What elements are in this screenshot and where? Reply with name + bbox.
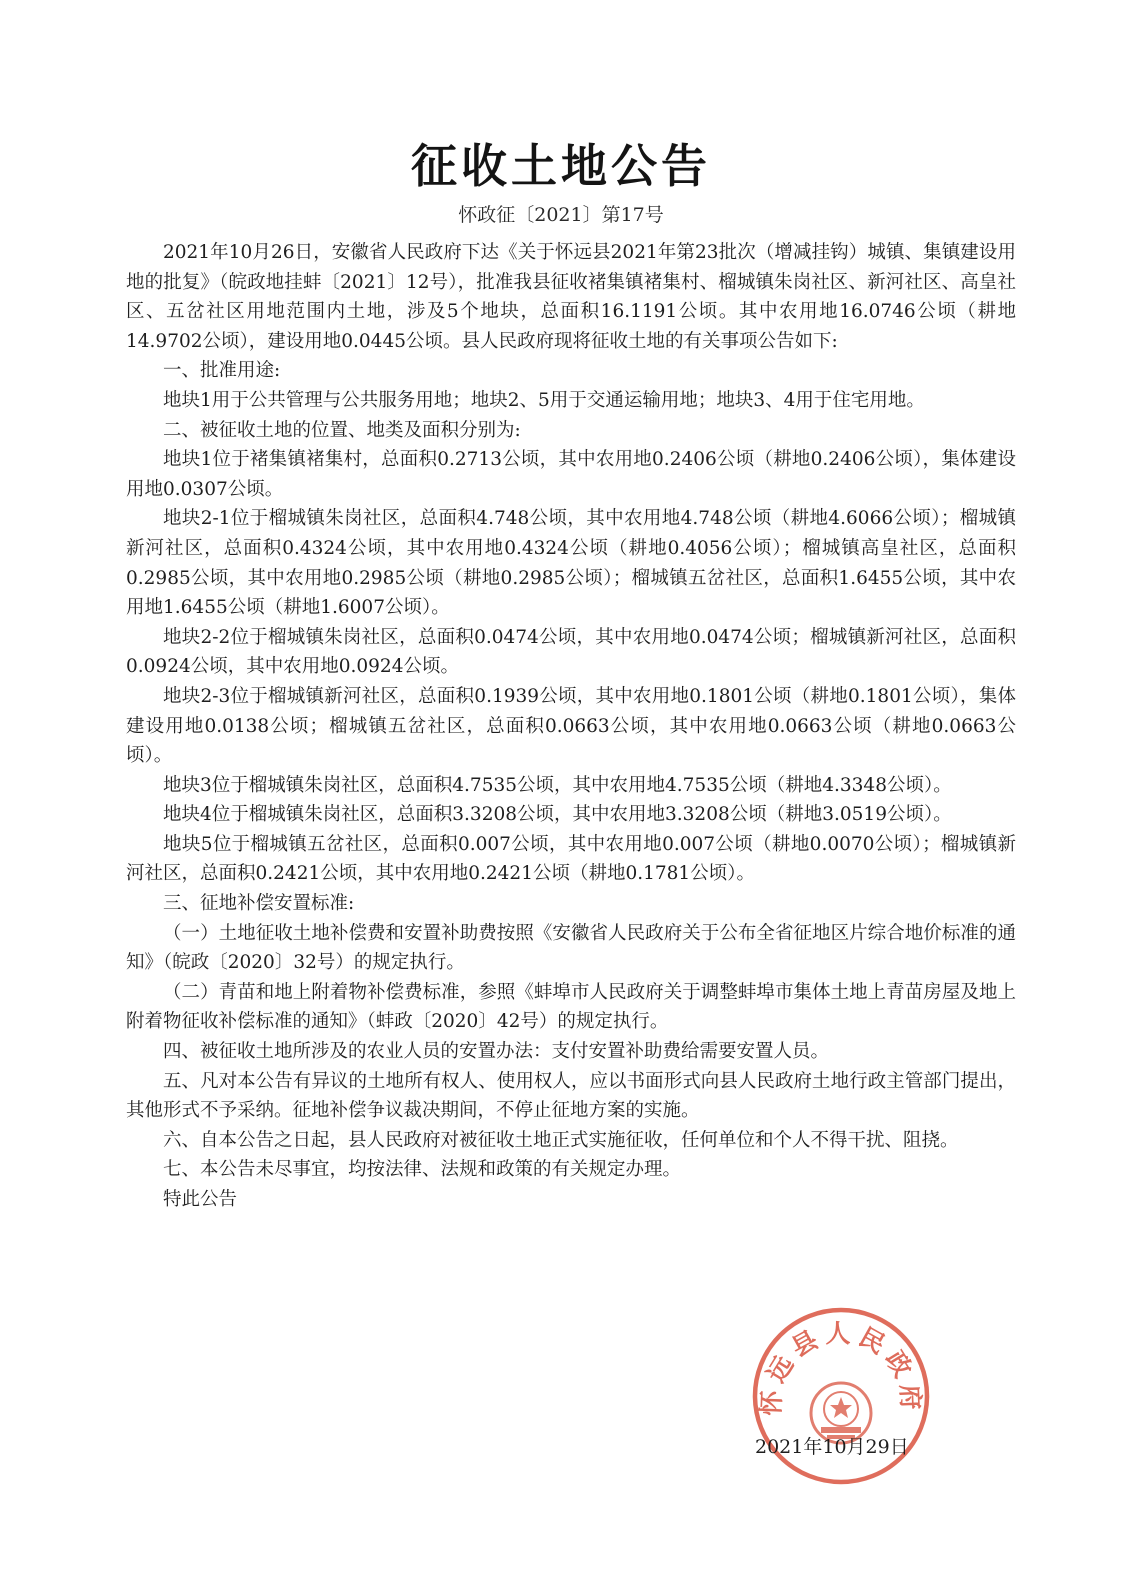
document-title: 征收土地公告 xyxy=(411,139,711,193)
paragraph: 地块1用于公共管理与公共服务用地；地块2、5用于交通运输用地；地块3、4用于住宅用地。 xyxy=(163,389,925,411)
paragraph: 地块1位于褚集镇褚集村，总面积0.2713公顷，其中农用地0.2406公顷（耕地0.2406公顷），集体建设用地0.0307公顷。 xyxy=(126,449,1016,500)
svg-text:怀远县人民政府: 怀远县人民政府 xyxy=(756,1319,926,1417)
section-heading: 一、批准用途: xyxy=(163,360,281,382)
document-number: 怀政征〔2021〕第17号 xyxy=(458,204,664,226)
document-date: 2021年10月29日 xyxy=(755,1436,909,1458)
document-body xyxy=(126,238,1016,1215)
paragraph: 地块3位于榴城镇朱岗社区，总面积4.7535公顷，其中农用地4.7535公顷（耕地4.3348公顷）。 xyxy=(163,774,952,796)
paragraph-intro: 2021年10月26日，安徽省人民政府下达《关于怀远县2021年第23批次（增减挂钩）城镇、集镇建设用地的批复》（皖政地挂蚌〔2021〕12号），批准我县征收褚集镇褚集村、榴城镇朱岗社区、新河社区、高皇社区、五岔社区用地范围内土地，涉及5个地块，总面积16.1191公顷。其中农用地16.0746公顷（耕地14.9702公顷），建设用地0.0445公顷。县人民政府现将征收土地的有关事项公告如下: xyxy=(126,242,1016,352)
official-seal xyxy=(750,1305,932,1487)
paragraph: 四、被征收土地所涉及的农业人员的安置办法：支付安置补助费给需要安置人员。 xyxy=(163,1041,830,1063)
paragraph: 七、本公告未尽事宜，均按法律、法规和政策的有关规定办理。 xyxy=(163,1159,682,1181)
paragraph: 六、自本公告之日起，县人民政府对被征收土地正式实施征收，任何单位和个人不得干扰、阻挠。 xyxy=(163,1129,959,1151)
paragraph: 五、凡对本公告有异议的土地所有权人、使用权人，应以书面形式向县人民政府土地行政主管部门提出，其他形式不予采纳。征地补偿争议裁决期间，不停止征地方案的实施。 xyxy=(126,1070,1016,1122)
paragraph: 地块2-2位于榴城镇朱岗社区，总面积0.0474公顷，其中农用地0.0474公顷；榴城镇新河社区，总面积0.0924公顷，其中农用地0.0924公顷。 xyxy=(126,626,1016,678)
closing-line: 特此公告 xyxy=(163,1189,238,1210)
section-heading: 二、被征收土地的位置、地类及面积分别为: xyxy=(163,419,521,441)
paragraph: 地块5位于榴城镇五岔社区，总面积0.007公顷，其中农用地0.007公顷（耕地0.0070公顷）；榴城镇新河社区，总面积0.2421公顷，其中农用地0.2421公顷（耕地0.1781公顷）。 xyxy=(126,833,1016,885)
section-heading: 三、征地补偿安置标准: xyxy=(163,893,355,915)
paragraph: （一）土地征收土地补偿费和安置补助费按照《安徽省人民政府关于公布全省征地区片综合地价标准的通知》（皖政〔2020〕32号）的规定执行。 xyxy=(126,922,1016,974)
paragraph: 地块2-1位于榴城镇朱岗社区，总面积4.748公顷，其中农用地4.748公顷（耕地4.6066公顷）；榴城镇新河社区，总面积0.4324公顷，其中农用地0.4324公顷（耕地0.4056公顷）；榴城镇高皇社区，总面积0.2985公顷，其中农用地0.2985公顷（耕地0.2985公顷）；榴城镇五岔社区，总面积1.6455公顷，其中农用地1.6455公顷（耕地1.6007公顷）。 xyxy=(126,508,1016,619)
paragraph: 地块4位于榴城镇朱岗社区，总面积3.3208公顷，其中农用地3.3208公顷（耕地3.0519公顷）。 xyxy=(163,804,952,826)
paragraph: 地块2-3位于榴城镇新河社区，总面积0.1939公顷，其中农用地0.1801公顷（耕地0.1801公顷），集体建设用地0.0138公顷；榴城镇五岔社区，总面积0.0663公顷，其中农用地0.0663公顷（耕地0.0663公顷）。 xyxy=(126,685,1016,767)
paragraph: （二）青苗和地上附着物补偿费标准，参照《蚌埠市人民政府关于调整蚌埠市集体土地上青苗房屋及地上附着物征收补偿标准的通知》（蚌政〔2020〕42号）的规定执行。 xyxy=(126,981,1016,1033)
